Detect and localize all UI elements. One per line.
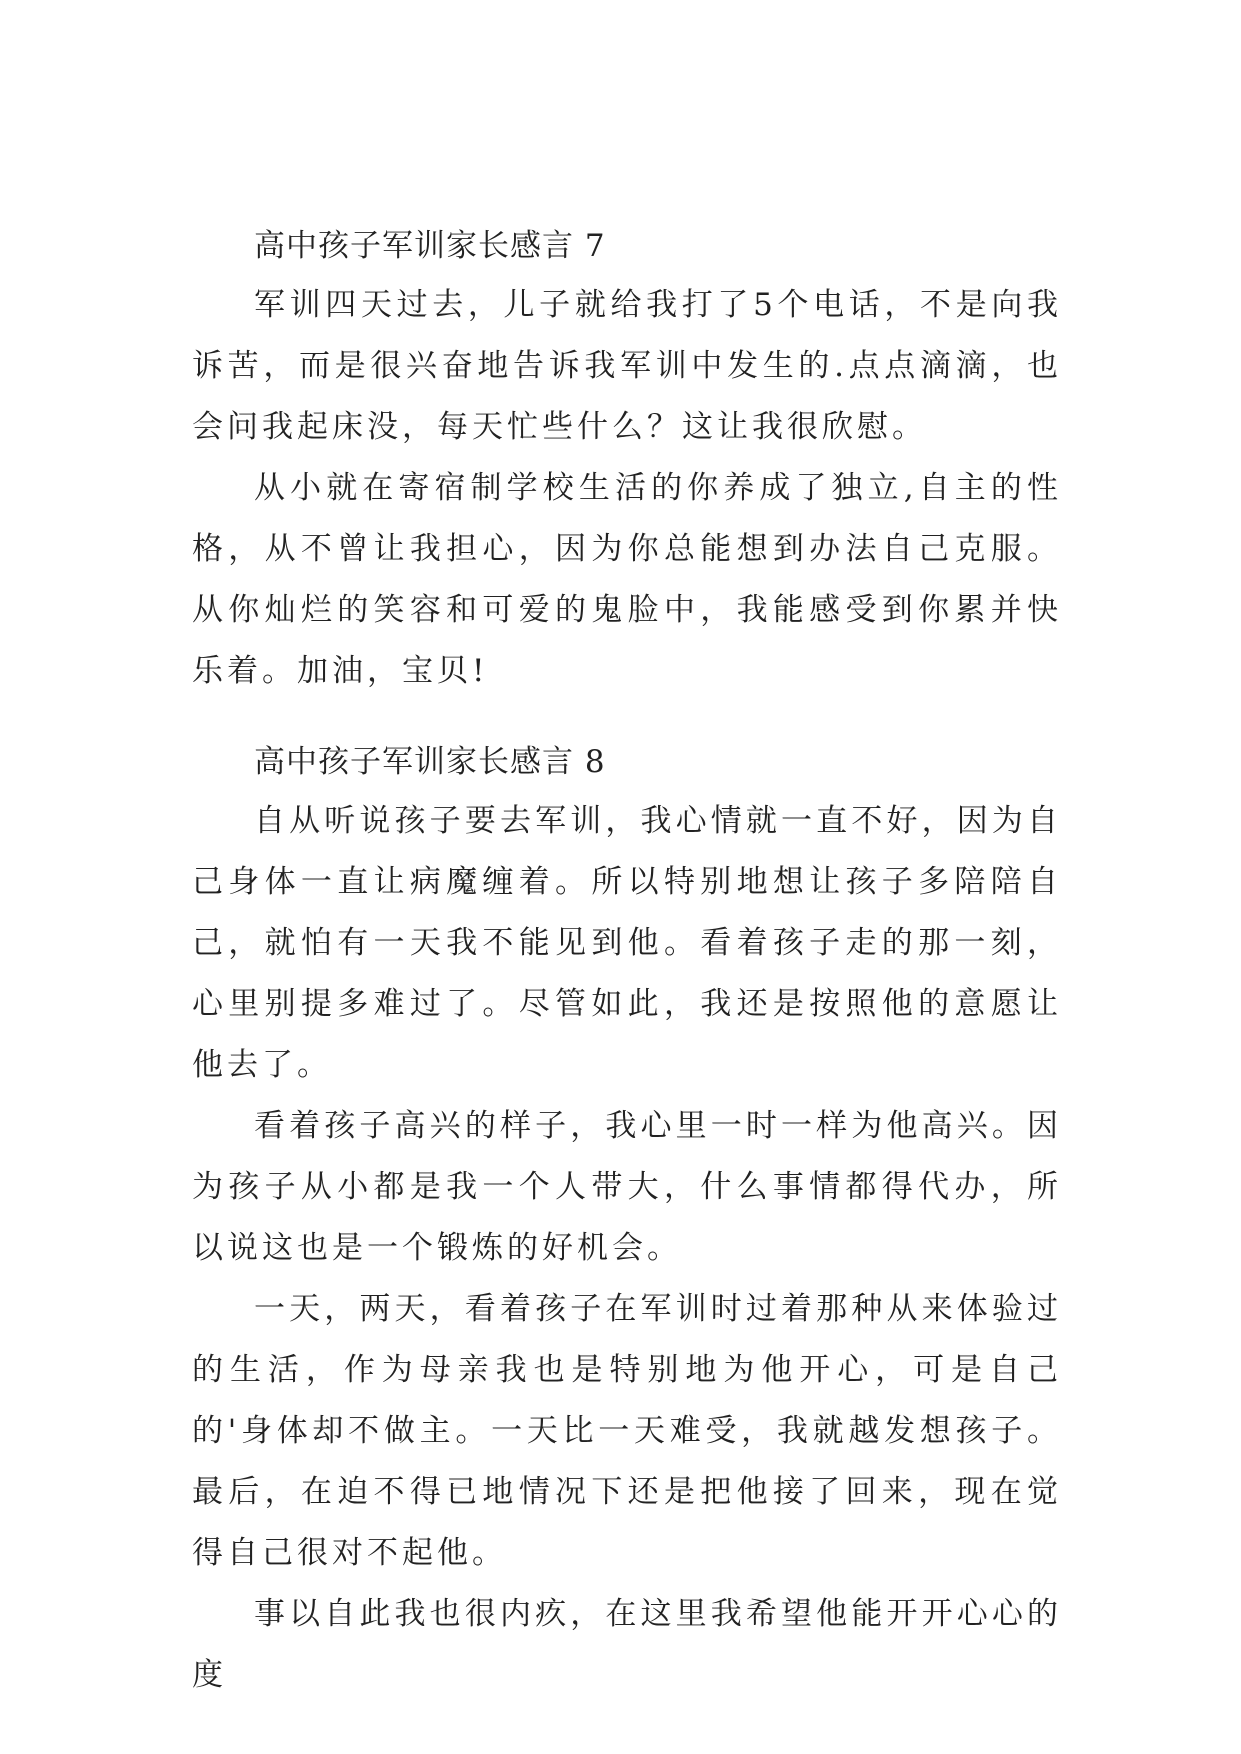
section-7 [192, 217, 1062, 702]
paragraph: 自从听说孩子要去军训，我心情就一直不好，因为自己身体一直让病魔缠着。所以特别地想让孩子多陪陪自己，就怕有一天我不能见到他。看着孩子走的那一刻，心里别提多难过了。尽管如此，我还是按照他的意愿让他去了。 [192, 803, 1062, 1083]
section-title: 高中孩子军训家长感言 7 [254, 228, 606, 264]
section-title: 高中孩子军训家长感言 8 [254, 744, 606, 780]
paragraph: 军训四天过去，儿子就给我打了5个电话，不是向我诉苦，而是很兴奋地告诉我军训中发生的.点点滴滴，也会问我起床没，每天忙些什么？这让我很欣慰。 [192, 287, 1062, 445]
paragraph: 事以自此我也很内疚，在这里我希望他能开开心心的度 [192, 1596, 1062, 1693]
paragraph: 看着孩子高兴的样子，我心里一时一样为他高兴。因为孩子从小都是我一个人带大，什么事情都得代办，所以说这也是一个锻炼的好机会。 [192, 1108, 1062, 1266]
section-8 [192, 733, 1062, 1706]
paragraph: 从小就在寄宿制学校生活的你养成了独立,自主的性格，从不曾让我担心，因为你总能想到办法自己克服。从你灿烂的笑容和可爱的鬼脸中，我能感受到你累并快乐着。加油，宝贝! [192, 470, 1062, 689]
paragraph: 一天，两天，看着孩子在军训时过着那种从来体验过的生活，作为母亲我也是特别地为他开心，可是自己的'身体却不做主。一天比一天难受，我就越发想孩子。最后，在迫不得已地情况下还是把他接了回来，现在觉得自己很对不起他。 [192, 1291, 1062, 1571]
